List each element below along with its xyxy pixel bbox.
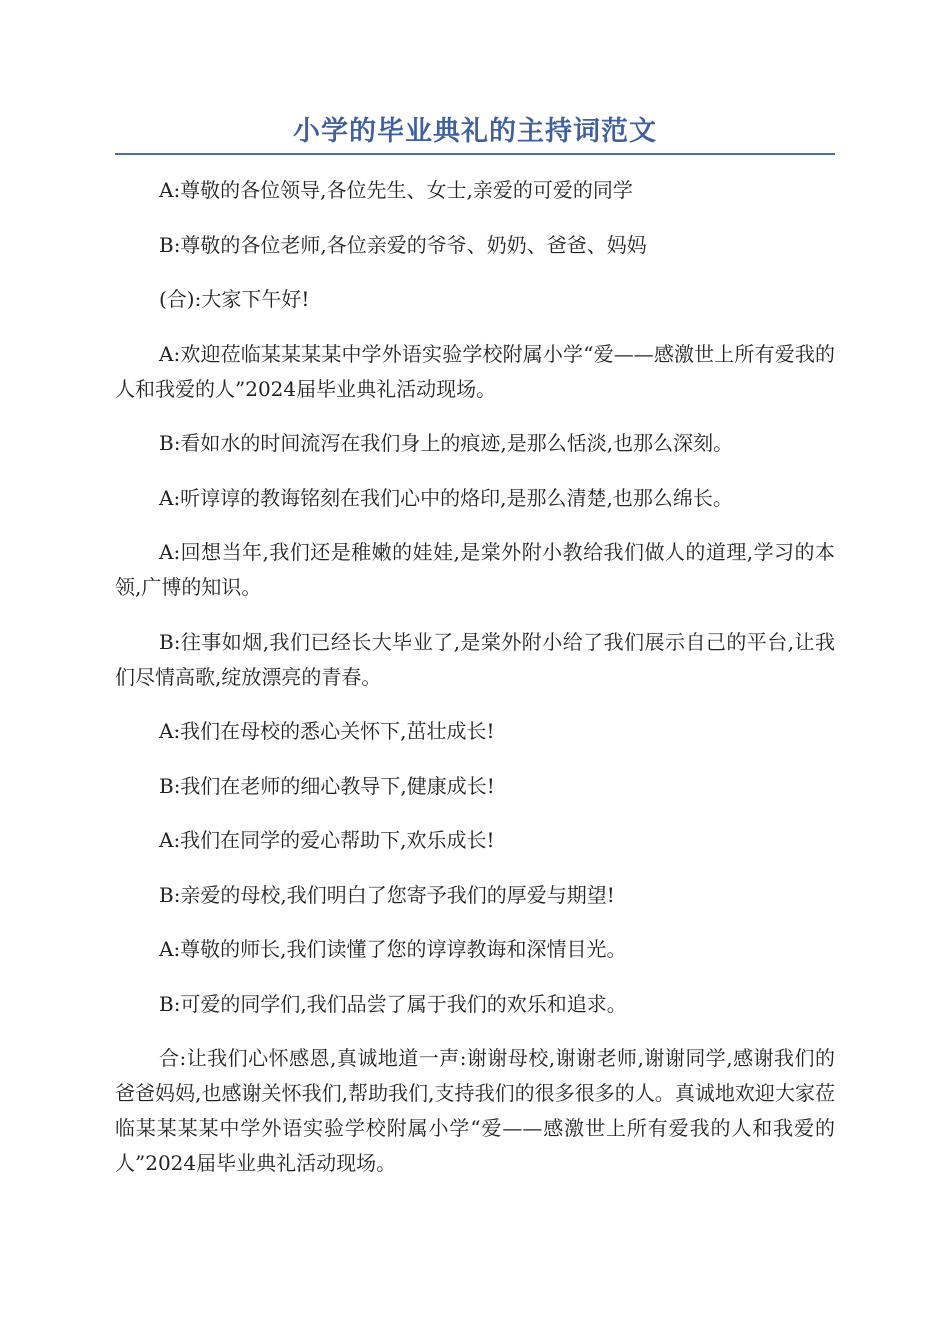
paragraph: A:我们在母校的悉心关怀下,茁壮成长! [159,719,495,743]
paragraph: A:听谆谆的教诲铭刻在我们心中的烙印,是那么清楚,也那么绵长。 [159,485,733,510]
paragraph: 合:让我们心怀感恩,真诚地道一声:谢谢母校,谢谢老师,谢谢同学,感谢我们的爸爸妈妈,也感谢关怀我们,帮助我们,支持我们的很多很多的人。真诚地欢迎大家莅临某某某某中学外语实验学校附属小学“爱——感激世上所有爱我的人和我爱的人”2024届毕业典礼活动现场。 [115,1046,835,1175]
document-page [115,112,835,1201]
paragraph: B:看如水的时间流泻在我们身上的痕迹,是那么恬淡,也那么深刻。 [159,431,734,455]
paragraph: A:尊敬的各位领导,各位先生、女士,亲爱的可爱的同学 [159,178,633,202]
paragraph: A:我们在同学的爱心帮助下,欢乐成长! [159,828,495,852]
paragraph: A:尊敬的师长,我们读懂了您的谆谆教诲和深情目光。 [159,937,627,961]
paragraph: B:尊敬的各位老师,各位亲爱的爷爷、奶奶、爸爸、妈妈 [159,232,647,257]
paragraph: A:回想当年,我们还是稚嫩的娃娃,是棠外附小教给我们做人的道理,学习的本领,广博的知识。 [115,540,835,599]
paragraph: B:亲爱的母校,我们明白了您寄予我们的厚爱与期望! [159,882,615,907]
paragraph: (合):大家下午好! [159,287,310,311]
paragraph: B:往事如烟,我们已经长大毕业了,是棠外附小给了我们展示自己的平台,让我们尽情高歌,绽放漂亮的青春。 [115,629,835,689]
document-title: 小学的毕业典礼的主持词范文 [293,116,657,147]
paragraph: B:我们在老师的细心教导下,健康成长! [159,773,495,798]
title-underline [115,153,835,155]
paragraph: B:可爱的同学们,我们品尝了属于我们的欢乐和追求。 [159,991,627,1016]
document-body [115,173,835,1181]
paragraph: A:欢迎莅临某某某某中学外语实验学校附属小学“爱——感激世上所有爱我的人和我爱的人”2024届毕业典礼活动现场。 [115,341,835,401]
